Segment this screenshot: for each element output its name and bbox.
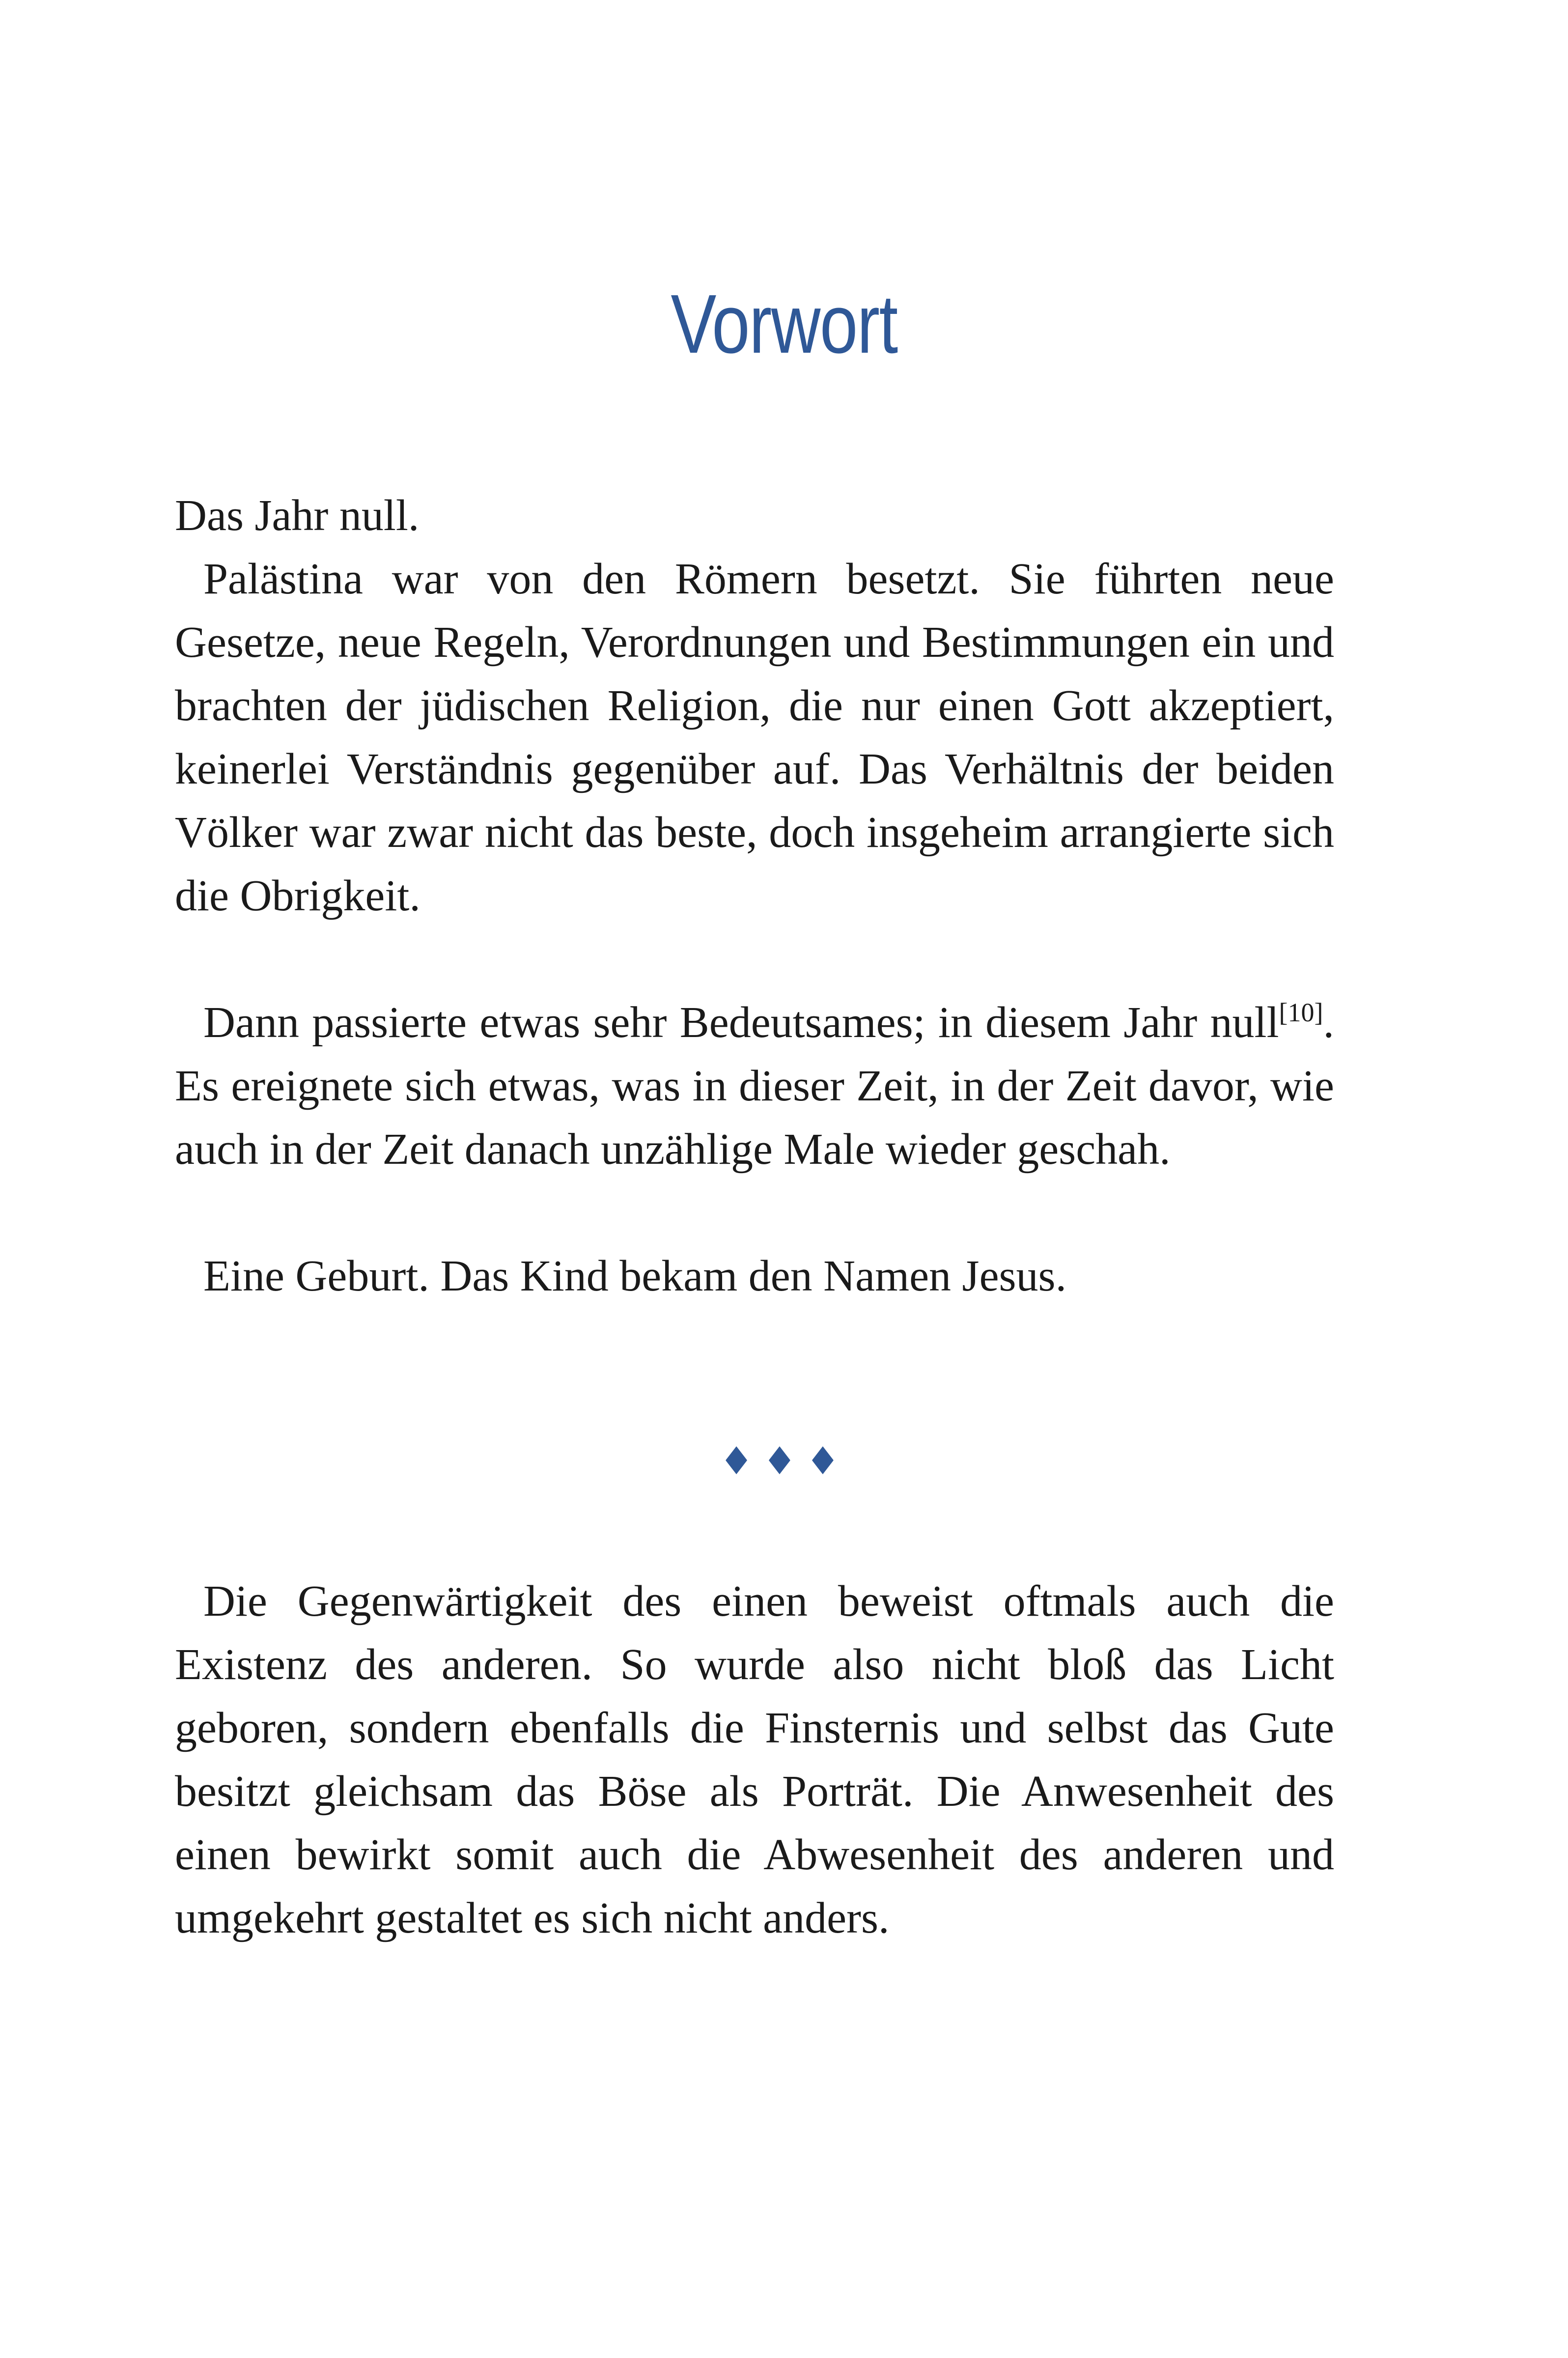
paragraph-presence: Die Gegenwärtigkeit des einen beweist oftmals auch die Existenz des anderen. So wurde also nicht bloß das Licht geboren, sondern ebenfalls die Finsternis und selbst das Gute besitzt gleichsam das Böse als Porträt. Die Anwesenheit des einen bewirkt somit auch die Abwesenheit des anderen und umgekehrt gestaltet es sich nicht anders. <box>175 1577 1334 1942</box>
chapter-title: Vorwort <box>671 278 897 371</box>
paragraph-birth: Eine Geburt. Das Kind bekam den Namen Jesus. <box>203 1252 1067 1300</box>
paragraph-event <box>175 991 1334 1181</box>
paragraph-event-start: Dann passierte etwas sehr Bedeutsames; in diesem Jahr null <box>203 998 1279 1047</box>
section-separator: ♦♦♦ <box>719 1439 849 1484</box>
section-2 <box>175 1570 1334 1950</box>
section-1 <box>175 484 1334 1308</box>
paragraph-opening: Das Jahr null. <box>175 491 420 540</box>
footnote-reference[interactable]: [10] <box>1279 998 1323 1027</box>
paragraph-event-end: . Es ereignete sich etwas, was in dieser Zeit, in der Zeit davor, wie auch in der Zeit danach unzählige Male wieder geschah. <box>175 998 1334 1174</box>
paragraph-palestine: Palästina war von den Römern besetzt. Sie führten neue Gesetze, neue Regeln, Verordnungen und Bestimmungen ein und brachten der jüdischen Religion, die nur einen Gott akzeptiert, keinerlei Verständnis gegenüber auf. Das Verhältnis der beiden Völker war zwar nicht das beste, doch insgeheim arrangierte sich die Obrigkeit. <box>175 555 1334 920</box>
